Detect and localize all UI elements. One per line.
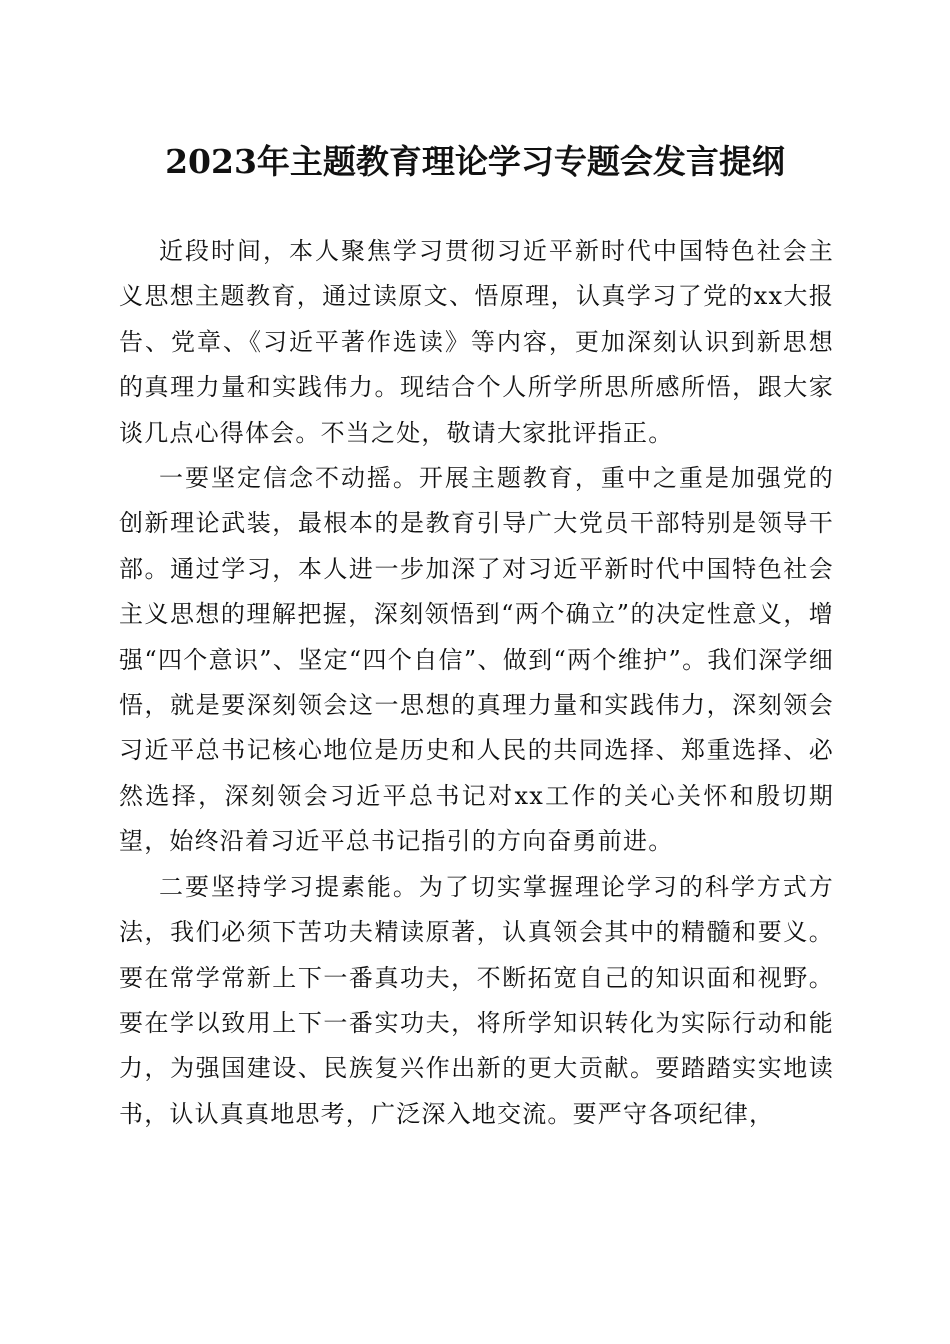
document-title: 2023年主题教育理论学习专题会发言提纲 [165, 142, 785, 181]
paragraph-point-one: 一要坚定信念不动摇。开展主题教育，重中之重是加强党的创新理论武装，最根本的是教育引导广大党员干部特别是领导干部。通过学习，本人进一步加深了对习近平新时代中国特色社会主义思想的理解把握，深刻领悟到“两个确立”的决定性意义，增强“四个意识”、坚定“四个自信”、做到“两个维护”。我们深学细悟，就是要深刻领会这一思想的真理力量和实践伟力，深刻领会习近平总书记核心地位是历史和人民的共同选择、郑重选择、必然选择，深刻领会习近平总书记对xx工作的关心关怀和殷切期望，始终沿着习近平总书记指引的方向奋勇前进。 [119, 464, 834, 856]
document-body [119, 229, 834, 1137]
paragraph-point-two: 二要坚持学习提素能。为了切实掌握理论学习的科学方式方法，我们必须下苦功夫精读原著，认真领会其中的精髓和要义。要在常学常新上下一番真功夫，不断拓宽自己的知识面和视野。要在学以致用上下一番实功夫，将所学知识转化为实际行动和能力，为强国建设、民族复兴作出新的更大贡献。要踏踏实实地读书，认认真真地思考，广泛深入地交流。要严守各项纪律， [119, 872, 834, 1128]
paragraph-intro: 近段时间，本人聚焦学习贯彻习近平新时代中国特色社会主义思想主题教育，通过读原文、悟原理，认真学习了党的xx大报告、党章、《习近平著作选读》等内容，更加深刻认识到新思想的真理力量和实践伟力。现结合个人所学所思所感所悟，跟大家谈几点心得体会。不当之处，敬请大家批评指正。 [119, 237, 834, 447]
